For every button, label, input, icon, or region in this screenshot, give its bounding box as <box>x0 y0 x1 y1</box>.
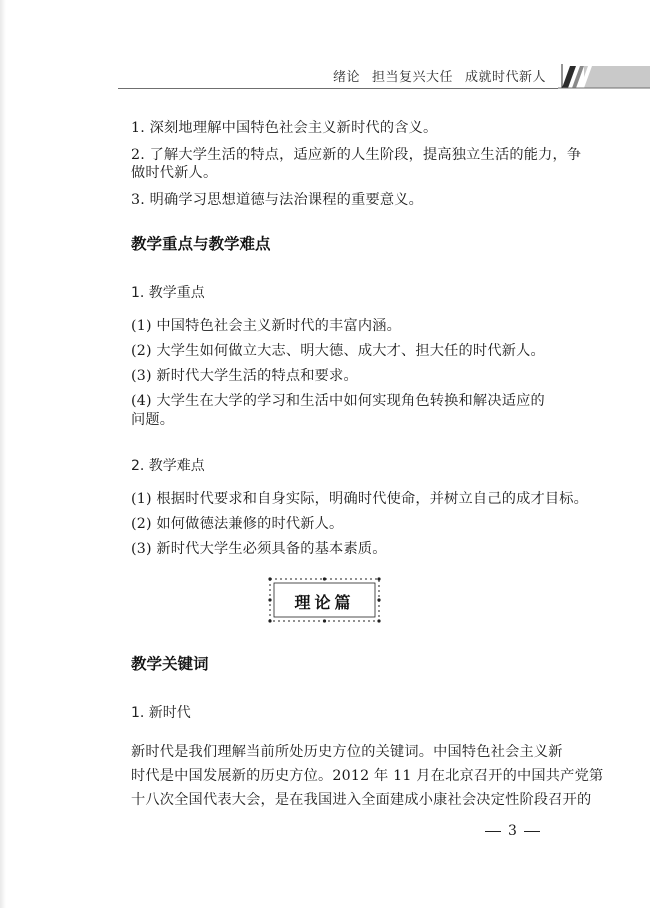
header-part1: 担当复兴大任 <box>371 70 453 85</box>
page-number-dash-right <box>524 831 540 832</box>
key-point-2: (2) 大学生如何做立大志、明大德、成大才、担大任的时代新人。 <box>131 343 545 359</box>
header-part2: 成就时代新人 <box>464 70 546 85</box>
objective-line-2-cont: 做时代新人。 <box>131 165 218 181</box>
objective-line-3: 3. 明确学习思想道德与法治课程的重要意义。 <box>131 192 424 208</box>
page-number-value: 3 <box>508 823 517 839</box>
key-point-4: (4) 大学生在大学的学习和生活中如何实现角色转换和解决适应的 <box>131 393 545 409</box>
keyword-paragraph-line-3: 十八次全国代表大会，是在我国进入全面建成小康社会决定性阶段召开的 <box>131 792 592 808</box>
section-heading-key-difficult: 教学重点与教学难点 <box>131 235 271 253</box>
objective-line-1: 1. 深刻地理解中国特色社会主义新时代的含义。 <box>131 120 438 136</box>
keyword-paragraph-line-1: 新时代是我们理解当前所处历史方位的关键词。中国特色社会主义新 <box>131 744 563 760</box>
page-left-shadow <box>0 0 6 908</box>
difficult-point-2: (2) 如何做德法兼修的时代新人。 <box>131 516 344 532</box>
key-point-3: (3) 新时代大学生活的特点和要求。 <box>131 368 358 384</box>
key-point-4-cont: 问题。 <box>131 412 175 428</box>
keyword-paragraph-line-2: 时代是中国发展新的历史方位。2012 年 11 月在北京召开的中国共产党第 <box>131 768 604 784</box>
theory-section-label: 理论篇 <box>294 593 355 612</box>
running-header <box>333 66 546 85</box>
page-number-dash-left <box>485 831 501 832</box>
keyword-1-title: 1. 新时代 <box>131 705 191 721</box>
header-decoration-icon <box>556 60 650 90</box>
difficult-point-3: (3) 新时代大学生必须具备的基本素质。 <box>131 541 387 557</box>
header-rule <box>118 88 558 89</box>
key-point-1: (1) 中国特色社会主义新时代的丰富内涵。 <box>131 318 401 334</box>
section-heading-keywords: 教学关键词 <box>131 655 209 673</box>
header-chapter: 绪论 <box>332 70 360 85</box>
key-points-title: 1. 教学重点 <box>131 285 205 301</box>
difficult-points-title: 2. 教学难点 <box>131 458 205 474</box>
page-number <box>478 823 547 839</box>
objective-line-2: 2. 了解大学生活的特点，适应新的人生阶段，提高独立生活的能力，争 <box>131 147 582 163</box>
difficult-point-1: (1) 根据时代要求和自身实际，明确时代使命，并树立自己的成才目标。 <box>131 491 589 507</box>
